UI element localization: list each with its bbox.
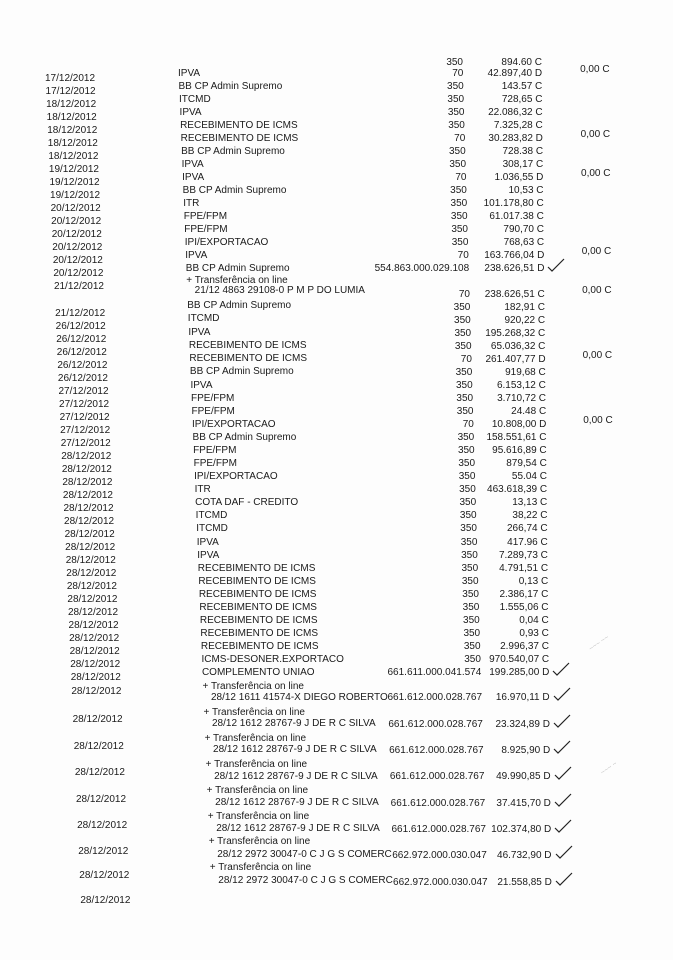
entry-code: 70 <box>454 133 466 144</box>
entry-code: 350 <box>451 224 468 235</box>
entry-description: BB CP Admin Supremo <box>181 146 285 157</box>
entry-amount: 199.285,00 D <box>489 667 550 678</box>
checkmark-icon <box>554 819 572 833</box>
entry-amount: 238.626,51 C <box>484 289 545 300</box>
entry-description: RECEBIMENTO DE ICMS <box>200 628 318 639</box>
entry-amount: 919,68 C <box>505 367 546 378</box>
entry-description: RECEBIMENTO DE ICMS <box>198 589 317 600</box>
entry-amount: 463.618,39 C <box>487 484 548 495</box>
entry-date: 28/12/2012 <box>79 870 130 881</box>
entry-description: FPE/FPM <box>193 458 237 469</box>
entry-description: BB CP Admin Supremo <box>178 81 283 92</box>
entry-amount: 308,17 C <box>502 159 544 170</box>
entry-code: 350 <box>455 367 473 378</box>
entry-date: 28/12/2012 <box>64 529 115 540</box>
entry-amount: 158.551,61 C <box>486 432 547 443</box>
entry-balance: 0,00 C <box>582 285 612 296</box>
entry-description: BB CP Admin Supremo <box>189 366 294 377</box>
entry-code: 554.863.000.029.108 <box>374 263 470 274</box>
entry-amount: 790,70 C <box>503 224 544 235</box>
entry-description: ITCMD <box>196 523 228 534</box>
entry-description: 28/12 2972 30047-0 C J G S COMERC <box>218 875 393 886</box>
entry-date: 28/12/2012 <box>64 516 115 527</box>
entry-description: IPI/EXPORTACAO <box>184 237 269 248</box>
transfer-label: + Transferência on line <box>186 275 288 286</box>
entry-date: 28/12/2012 <box>71 686 122 697</box>
entry-date: 26/12/2012 <box>56 334 107 345</box>
entry-amount: 894.60 C <box>501 57 542 68</box>
entry-date: 19/12/2012 <box>50 190 101 201</box>
entry-description: ITCMD <box>179 94 211 105</box>
entry-amount: 10.808,00 D <box>491 419 547 430</box>
entry-amount: 37.415,70 D <box>496 798 551 809</box>
entry-date: 18/12/2012 <box>47 138 98 149</box>
entry-code: 350 <box>454 341 472 352</box>
entry-code: 350 <box>448 120 465 131</box>
entry-description: 28/12 2972 30047-0 C J G S COMERC <box>217 849 392 860</box>
entry-description: BB CP Admin Supremo <box>187 300 292 311</box>
entry-description: 28/12 1612 28767-9 J DE R C SILVA <box>213 744 377 755</box>
entry-date: 27/12/2012 <box>58 386 109 397</box>
entry-description: FPE/FPM <box>191 406 235 417</box>
entry-date: 28/12/2012 <box>70 672 121 683</box>
entry-code: 661.612.000.028.767 <box>389 745 484 756</box>
transfer-label: + Transferência on line <box>202 681 304 692</box>
entry-date: 28/12/2012 <box>65 542 116 553</box>
entry-date: 18/12/2012 <box>46 112 97 123</box>
entry-date: 28/12/2012 <box>72 714 123 725</box>
entry-amount: 163.766,04 D <box>484 250 545 261</box>
entry-code: 661.611.000.041.574 <box>387 667 482 678</box>
entry-description: FPE/FPM <box>191 393 235 404</box>
entry-description: FPE/FPM <box>193 445 237 456</box>
entry-code: 350 <box>453 302 471 313</box>
entry-amount: 38,22 C <box>512 510 548 521</box>
entry-amount: 182,91 C <box>504 302 545 313</box>
entry-code: 350 <box>447 107 465 118</box>
entry-amount: 95.616,89 C <box>492 445 547 456</box>
entry-amount: 24.48 C <box>511 406 547 417</box>
entry-code: 350 <box>461 576 479 587</box>
entry-description: 28/12 1611 41574-X DIEGO ROBERTO <box>210 692 388 703</box>
entry-date: 19/12/2012 <box>49 177 100 188</box>
entry-description: IPVA <box>182 172 205 183</box>
entry-date: 27/12/2012 <box>60 425 111 436</box>
entry-date: 28/12/2012 <box>66 581 117 592</box>
entry-amount: 728,65 C <box>501 94 543 105</box>
entry-amount: 768,63 C <box>503 237 545 248</box>
entry-amount: 1.555,06 C <box>499 602 549 613</box>
entry-code: 70 <box>460 354 472 365</box>
entry-description: RECEBIMENTO DE ICMS <box>199 615 318 626</box>
entry-code: 350 <box>459 510 477 521</box>
entry-date: 28/12/2012 <box>68 620 119 631</box>
entry-code: 350 <box>458 458 476 469</box>
entry-amount: 30.283,82 D <box>488 133 543 144</box>
entry-amount: 970.540,07 C <box>489 654 550 665</box>
entry-date: 26/12/2012 <box>57 360 108 371</box>
entry-amount: 195.268,32 C <box>485 328 546 339</box>
checkmark-icon <box>555 872 573 886</box>
entry-description: IPVA <box>178 68 201 79</box>
entry-amount: 2.996,37 C <box>500 641 549 652</box>
entry-amount: 8.925,90 D <box>501 745 551 756</box>
entry-date: 28/12/2012 <box>63 503 114 514</box>
entry-code: 350 <box>464 654 481 665</box>
entry-description: 28/12 1612 28767-9 J DE R C SILVA <box>216 823 380 834</box>
entry-code: 350 <box>450 185 467 196</box>
entry-code: 662.972.000.030.047 <box>392 850 487 861</box>
entry-description: RECEBIMENTO DE ICMS <box>198 576 316 587</box>
entry-code: 350 <box>454 328 472 339</box>
entry-code: 70 <box>455 172 467 183</box>
checkmark-icon <box>555 845 573 859</box>
entry-date: 20/12/2012 <box>52 255 103 266</box>
transfer-label: + Transferência on line <box>206 785 309 796</box>
entry-description: 21/12 4863 29108-0 P M P DO LUMIA <box>194 285 365 296</box>
entry-description: ITR <box>194 484 211 495</box>
entry-amount: 417.96 C <box>507 537 548 548</box>
entry-description: ITCMD <box>187 313 220 324</box>
entry-amount: 10,53 C <box>508 185 544 196</box>
entry-description: BB CP Admin Supremo <box>192 432 297 443</box>
entry-code: 662.972.000.030.047 <box>393 877 488 888</box>
entry-description: RECEBIMENTO DE ICMS <box>189 353 307 364</box>
entry-balance: 0,00 C <box>583 415 613 426</box>
checkmark-icon <box>553 687 571 701</box>
entry-date: 26/12/2012 <box>57 373 108 384</box>
handwritten-annotation: ~~~ ~~ <box>588 634 611 653</box>
entry-code: 350 <box>459 484 476 495</box>
transfer-label: + Transferência on line <box>208 836 311 847</box>
entry-amount: 102.374,80 D <box>491 824 552 835</box>
entry-description: IPVA <box>185 250 208 261</box>
entry-code: 350 <box>450 198 468 209</box>
entry-date: 28/12/2012 <box>67 594 118 605</box>
entry-amount: 2.386,17 C <box>499 589 549 600</box>
entry-date: 28/12/2012 <box>62 490 113 501</box>
entry-description: FPE/FPM <box>183 211 228 222</box>
transfer-label: + Transferência on line <box>205 759 308 770</box>
entry-amount: 22.086,32 C <box>488 107 543 118</box>
entry-description: ICMS-DESONER.EXPORTACO <box>201 654 344 665</box>
entry-description: 28/12 1612 28767-9 J DE R C SILVA <box>212 718 376 729</box>
entry-amount: 7.325,28 C <box>493 120 543 131</box>
checkmark-icon <box>553 714 571 728</box>
entry-amount: 3.710,72 C <box>497 393 547 404</box>
entry-date: 28/12/2012 <box>77 820 128 831</box>
entry-date: 27/12/2012 <box>59 399 110 410</box>
entry-description: RECEBIMENTO DE ICMS <box>199 602 317 613</box>
entry-date: 26/12/2012 <box>55 321 106 332</box>
entry-code: 350 <box>462 589 479 600</box>
entry-balance: 0,00 C <box>581 168 611 179</box>
entry-date: 21/12/2012 <box>53 281 104 292</box>
entry-code: 350 <box>447 94 465 105</box>
transfer-label: + Transferência on line <box>203 707 305 718</box>
entry-code: 70 <box>458 289 470 300</box>
entry-date: 28/12/2012 <box>67 607 119 618</box>
entry-date: 28/12/2012 <box>69 633 120 644</box>
entry-code: 350 <box>462 602 480 613</box>
entry-code: 350 <box>457 432 475 443</box>
transfer-label: + Transferência on line <box>209 862 312 873</box>
entry-code: 350 <box>463 628 481 639</box>
entry-code: 350 <box>449 159 467 170</box>
entry-description: IPVA <box>196 537 219 548</box>
entry-amount: 16.970,11 D <box>495 692 550 703</box>
entry-date: 20/12/2012 <box>51 229 102 240</box>
entry-date: 20/12/2012 <box>53 268 104 279</box>
entry-code: 350 <box>460 523 477 534</box>
entry-description: IPVA <box>179 107 202 118</box>
entry-date: 28/12/2012 <box>80 895 131 906</box>
entry-date: 18/12/2012 <box>48 151 99 162</box>
entry-amount: 1.036,55 D <box>494 172 544 183</box>
entry-date: 27/12/2012 <box>59 412 110 423</box>
entry-amount: 728.38 C <box>502 146 544 157</box>
handwritten-annotation: ~~~ ~ <box>599 760 619 777</box>
entry-date: 28/12/2012 <box>73 741 124 752</box>
transfer-label: + Transferência on line <box>207 811 310 822</box>
entry-code: 350 <box>456 380 473 391</box>
entry-date: 20/12/2012 <box>50 203 101 214</box>
entry-date: 28/12/2012 <box>65 555 116 566</box>
entry-date: 20/12/2012 <box>52 242 103 253</box>
entry-description: RECEBIMENTO DE ICMS <box>180 133 299 144</box>
entry-description: 28/12 1612 28767-9 J DE R C SILVA <box>215 797 379 808</box>
entry-date: 18/12/2012 <box>47 125 98 136</box>
entry-description: RECEBIMENTO DE ICMS <box>200 641 319 652</box>
entry-code: 661.612.000.028.767 <box>388 719 483 730</box>
entry-description: 28/12 1612 28767-9 J DE R C SILVA <box>214 771 378 782</box>
entry-code: 350 <box>463 641 481 652</box>
entry-date: 28/12/2012 <box>61 451 112 462</box>
entry-amount: 49.990,85 D <box>496 771 551 782</box>
entry-date: 17/12/2012 <box>45 73 96 84</box>
checkmark-icon <box>553 740 571 754</box>
entry-code: 350 <box>447 81 464 92</box>
entry-code: 350 <box>454 315 471 326</box>
entry-amount: 238.626,51 D <box>484 263 545 274</box>
entry-date: 26/12/2012 <box>56 347 107 358</box>
entry-date: 28/12/2012 <box>70 659 121 670</box>
entry-description: IPVA <box>190 380 213 391</box>
entry-description: RECEBIMENTO DE ICMS <box>180 120 298 131</box>
entry-amount: 21.558,85 D <box>497 877 552 888</box>
entry-date: 28/12/2012 <box>62 477 113 488</box>
checkmark-icon <box>552 662 570 676</box>
entry-date: 21/12/2012 <box>55 308 106 319</box>
entry-balance: 0,00 C <box>581 246 612 257</box>
entry-code: 70 <box>452 68 464 79</box>
entry-amount: 23.324,89 D <box>495 719 550 730</box>
entry-date: 28/12/2012 <box>61 464 112 475</box>
entry-date: 19/12/2012 <box>48 164 99 175</box>
entry-amount: 0,04 C <box>519 615 549 626</box>
entry-date: 28/12/2012 <box>74 767 125 778</box>
entry-amount: 143.57 C <box>501 81 543 92</box>
entry-description: ITCMD <box>195 510 228 521</box>
entry-code: 350 <box>459 497 477 508</box>
entry-amount: 65.036,32 C <box>490 341 546 352</box>
entry-amount: 4.791,51 C <box>499 563 549 574</box>
entry-description: BB CP Admin Supremo <box>182 185 287 196</box>
checkmark-icon <box>554 766 572 780</box>
entry-code: 350 <box>446 57 463 68</box>
entry-balance: 0,00 C <box>580 64 610 75</box>
entry-code: 661.612.000.028.767 <box>391 824 486 835</box>
entry-description: IPVA <box>181 159 204 170</box>
entry-description: RECEBIMENTO DE ICMS <box>188 340 307 351</box>
entry-amount: 0,93 C <box>519 628 549 639</box>
entry-code: 350 <box>450 211 468 222</box>
entry-amount: 46.732,90 D <box>497 850 552 861</box>
entry-amount: 61.017.38 C <box>489 211 544 222</box>
entry-date: 28/12/2012 <box>76 794 127 805</box>
entry-code: 661.612.000.028.767 <box>387 692 483 703</box>
entry-description: IPI/EXPORTACAO <box>194 471 278 482</box>
entry-code: 70 <box>462 419 474 430</box>
entry-description: ITR <box>183 198 200 209</box>
entry-date: 20/12/2012 <box>51 216 102 227</box>
entry-code: 70 <box>457 250 469 261</box>
entry-description: RECEBIMENTO DE ICMS <box>197 563 316 574</box>
entry-code: 350 <box>456 406 474 417</box>
entry-amount: 266,74 C <box>506 523 548 534</box>
entry-amount: 101.178,80 C <box>483 198 544 209</box>
entry-code: 661.612.000.028.767 <box>389 771 485 782</box>
checkmark-icon <box>554 793 572 807</box>
entry-date: 28/12/2012 <box>66 568 117 579</box>
entry-code: 350 <box>451 237 469 248</box>
entry-code: 350 <box>458 471 476 482</box>
entry-amount: 42.897,40 D <box>487 68 543 79</box>
entry-date: 28/12/2012 <box>78 846 129 857</box>
entry-code: 350 <box>463 615 480 626</box>
entry-code: 350 <box>448 146 466 157</box>
entry-code: 350 <box>457 445 475 456</box>
entry-description: IPVA <box>188 327 211 338</box>
entry-amount: 6.153,12 C <box>496 380 546 391</box>
entry-balance: 0,00 C <box>582 350 613 361</box>
entry-description: IPVA <box>197 550 220 561</box>
transfer-label: + Transferência on line <box>204 733 307 744</box>
entry-amount: 261.407,77 D <box>485 354 546 365</box>
entry-amount: 55.04 C <box>511 471 547 482</box>
entry-code: 350 <box>460 537 478 548</box>
entry-code: 661.612.000.028.767 <box>390 798 486 809</box>
entry-date: 17/12/2012 <box>45 86 96 97</box>
entry-amount: 879,54 C <box>506 458 547 469</box>
entry-description: COMPLEMENTO UNIAO <box>201 667 315 678</box>
entry-amount: 7.289,73 C <box>498 550 548 561</box>
entry-description: COTA DAF - CREDITO <box>195 497 299 508</box>
entry-balance: 0,00 C <box>580 129 611 140</box>
entry-date: 28/12/2012 <box>69 646 120 657</box>
entry-amount: 0,13 C <box>518 576 549 587</box>
entry-amount: 13,13 C <box>512 497 548 508</box>
entry-description: IPI/EXPORTACAO <box>192 419 276 430</box>
checkmark-icon <box>547 258 565 272</box>
entry-date: 18/12/2012 <box>46 99 97 110</box>
entry-code: 350 <box>461 563 479 574</box>
entry-date: 27/12/2012 <box>60 438 111 449</box>
entry-description: BB CP Admin Supremo <box>185 263 290 274</box>
entry-description: FPE/FPM <box>184 224 228 235</box>
entry-code: 350 <box>456 393 474 404</box>
entry-code: 350 <box>461 550 478 561</box>
entry-amount: 920,22 C <box>504 315 546 326</box>
